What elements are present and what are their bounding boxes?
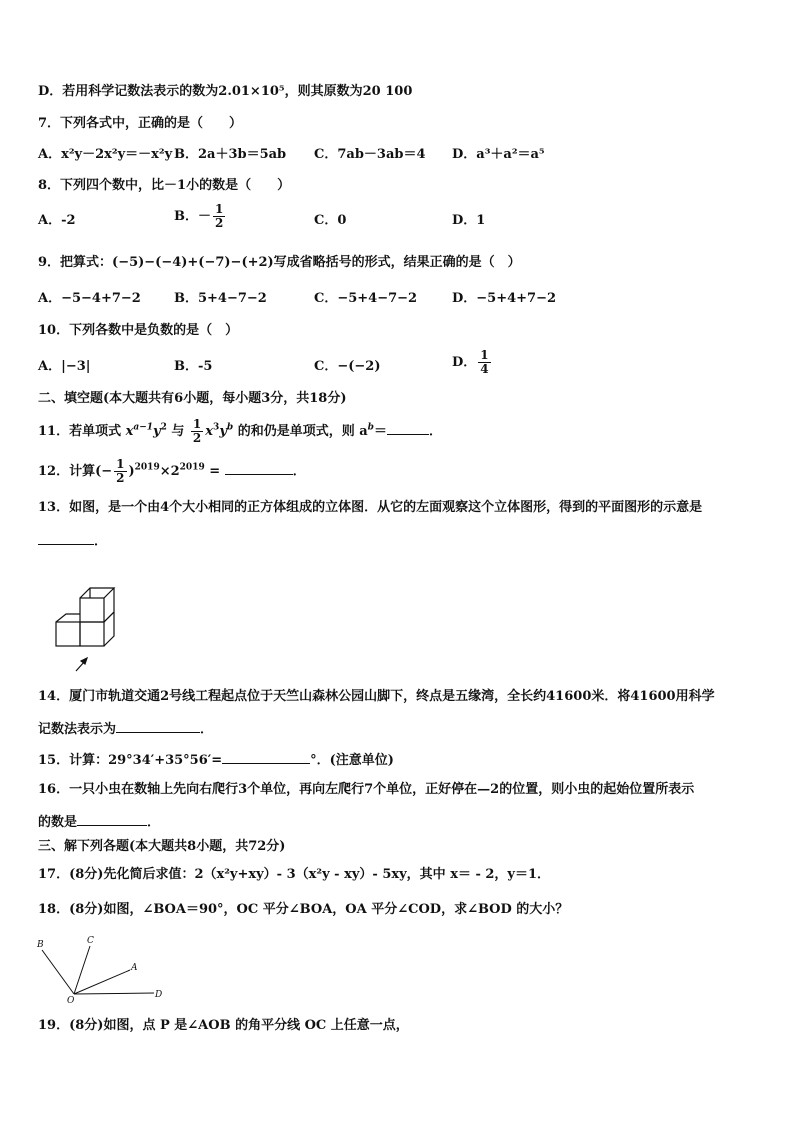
fraction-numerator: 1	[480, 348, 489, 362]
q14-answer-blank	[116, 719, 200, 733]
q9-option-d: D．−5+4+7−2	[452, 291, 557, 306]
fraction-numerator: 1	[215, 202, 224, 216]
section-fill-in-heading: 二、填空题(本大题共有6小题，每小题3分，共18分)	[38, 391, 347, 406]
q12-exp-2: 2019	[179, 462, 205, 473]
q9-stem: 9．把算式：(−5)−(−4)+(−7)−(+2)写成省略括号的形式，结果正确的是（ ）	[38, 255, 521, 270]
cube-face	[56, 622, 80, 646]
q18-angle-figure	[34, 932, 174, 1007]
ray-oc	[74, 946, 90, 994]
ray-od	[74, 993, 154, 994]
q8-option-b	[174, 203, 227, 230]
q15-answer-blank	[222, 750, 310, 764]
q17: 17．(8分)先化简后求值：2（x²y+xy）- 3（x²y - xy）- 5xy，其中 x＝ - 2，y＝1．	[38, 867, 551, 882]
ray-oa	[74, 970, 130, 994]
q12-text-5: ．	[292, 464, 306, 479]
q7-option-b: B．2a＋3b＝5ab	[174, 147, 287, 162]
ray-ob	[42, 950, 74, 994]
q11-stem: 11．若单项式	[38, 424, 126, 439]
label-b: B	[37, 940, 44, 950]
q11-exp-4: b	[226, 422, 234, 433]
q8-option-c: C．0	[314, 213, 347, 228]
fraction-numerator: 1	[116, 457, 125, 471]
cube-face	[80, 598, 104, 622]
q11-var-y2: y	[219, 424, 227, 439]
q12-text-2: )	[128, 464, 135, 479]
q11-text-8: ．	[428, 424, 442, 439]
q15	[38, 750, 394, 770]
q10-option-d	[452, 349, 493, 376]
q7-option-a: A．x²y－2x²y＝－x²y	[38, 147, 173, 162]
q12	[38, 458, 306, 485]
q16-text: 的数是	[38, 815, 78, 830]
fraction-denominator: 2	[192, 431, 202, 445]
fraction-denominator: 2	[215, 216, 224, 230]
arrow-icon	[76, 658, 87, 671]
cube-edge	[56, 614, 80, 622]
q11-var-x2: x	[205, 424, 214, 439]
fraction-denominator: 2	[116, 471, 125, 485]
q10-option-b: B．-5	[174, 359, 213, 374]
q15-text: 15．计算：29°34′+35°56′=	[38, 753, 223, 768]
q10-option-d-prefix: D．	[452, 355, 477, 370]
q8-stem: 8．下列四个数中，比－1小的数是（ ）	[38, 178, 291, 193]
q12-text-3: ×2	[159, 464, 180, 479]
q11-text-6: 的和仍是单项式，则 a	[233, 424, 368, 439]
q11-text-3: 与	[166, 424, 189, 439]
q19: 19．(8分)如图，点 P 是∠AOB 的角平分线 OC 上任意一点，	[38, 1018, 409, 1033]
q11-text-7: ＝	[373, 424, 387, 439]
q12-fraction	[114, 458, 126, 485]
label-c: C	[87, 936, 94, 946]
q7-stem: 7．下列各式中，正确的是（ ）	[38, 116, 243, 131]
q11-answer-blank	[387, 421, 429, 435]
q12-answer-blank	[225, 461, 293, 475]
label-a: A	[131, 963, 138, 973]
cube-edge	[104, 612, 114, 622]
q16-line-1: 16．一只小虫在数轴上先向右爬行3个单位，再向左爬行7个单位，正好停在—2的位置，则小虫的起始位置所表示	[38, 782, 695, 797]
q7-option-c: C．7ab－3ab＝4	[314, 147, 426, 162]
q7-option-d: D．a³＋a²＝a⁵	[452, 147, 545, 162]
q13-answer-blank	[38, 531, 94, 545]
q11-exp-3: 3	[213, 422, 220, 433]
q8-option-b-prefix: B．－	[174, 209, 211, 224]
cube-edge	[80, 588, 114, 598]
q11-exp-1: a−1	[133, 422, 154, 433]
q11	[38, 418, 442, 445]
q14-period: ．	[200, 722, 214, 737]
q13-line-2	[38, 531, 107, 551]
q14-text: 记数法表示为	[38, 722, 117, 737]
q13-period: ．	[94, 534, 108, 549]
q12-text-4: =	[204, 464, 225, 479]
q11-fraction	[191, 418, 203, 445]
q8-option-a: A．-2	[38, 213, 76, 228]
q9-option-a: A．−5−4+7−2	[38, 291, 141, 306]
q9-option-b: B．5+4−7−2	[174, 291, 267, 306]
q8-option-b-fraction	[213, 203, 225, 230]
option-d-line: D．若用科学记数法表示的数为2.01×10⁵，则其原数为20 100	[38, 84, 413, 99]
q11-var-y: y	[153, 424, 161, 439]
q11-var-x: x	[125, 424, 134, 439]
q18: 18．(8分)如图，∠BOA＝90°，OC 平分∠BOA，OA 平分∠COD，求∠BOD 的大小？	[38, 902, 569, 917]
q12-text-1: 12．计算(−	[38, 464, 113, 479]
q16-answer-blank	[77, 812, 147, 826]
fraction-denominator: 4	[480, 362, 489, 376]
q10-option-a: A．|−3|	[38, 359, 91, 374]
q13-line-1: 13．如图，是一个由4个大小相同的正方体组成的立体图．从它的左面观察这个立体图形，得到的平面图形的示意是	[38, 500, 703, 515]
q11-exp-2: 2	[160, 422, 167, 433]
q14-line-1: 14．厦门市轨道交通2号线工程起点位于天竺山森林公园山脚下，终点是五缘湾，全长约41600米．将41600用科学	[38, 689, 715, 704]
fraction-numerator: 1	[192, 417, 202, 431]
label-o: O	[67, 996, 75, 1006]
q16-line-2	[38, 812, 160, 832]
q13-cube-figure	[50, 575, 130, 675]
q14-line-2	[38, 719, 213, 739]
q10-option-d-fraction	[478, 349, 490, 376]
q8-option-d: D．1	[452, 213, 486, 228]
q10-option-c: C．−(−2)	[314, 359, 381, 374]
label-d: D	[155, 990, 163, 1000]
q15-suffix: °．(注意单位)	[310, 753, 394, 768]
q16-period: ．	[147, 815, 161, 830]
section-solve-heading: 三、解下列各题(本大题共8小题，共72分)	[38, 839, 286, 854]
q12-exp-1: 2019	[134, 462, 160, 473]
cube-face	[80, 622, 104, 646]
q11-exp-5: b	[367, 422, 374, 433]
q10-stem: 10．下列各数中是负数的是（ ）	[38, 323, 239, 338]
q9-option-c: C．−5+4−7−2	[314, 291, 418, 306]
